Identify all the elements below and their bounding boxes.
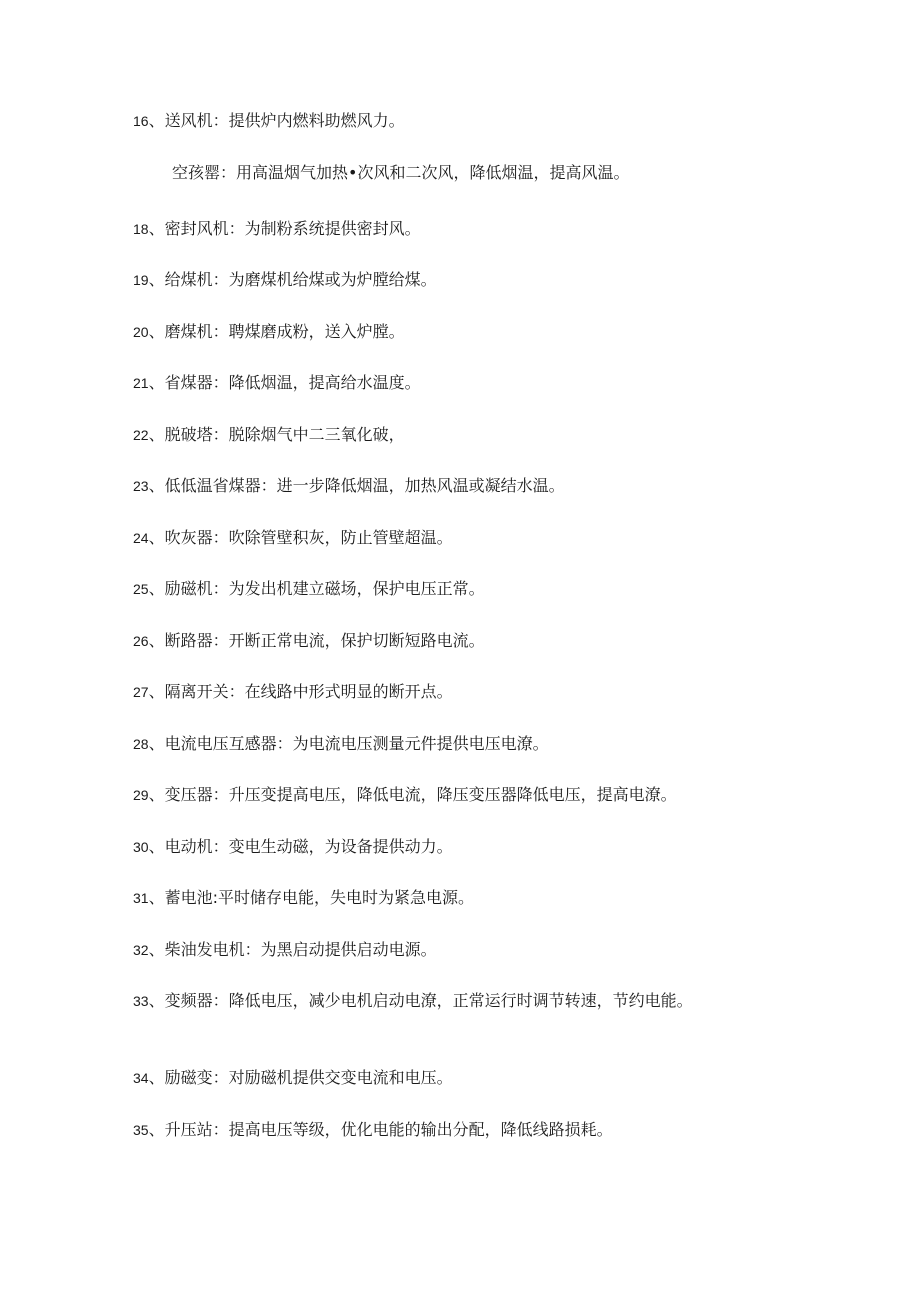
item-text: 蓄电池:平时储存电能，失电时为紧急电源。 [164, 888, 474, 907]
item-number: 33 [133, 993, 149, 1009]
item-separator: 、 [148, 322, 165, 341]
item-separator: 、 [148, 940, 165, 959]
item-text: 断路器：开断正常电流，保护切断短路电流。 [164, 631, 485, 650]
item-separator: 、 [148, 785, 165, 804]
item-number: 34 [133, 1070, 149, 1086]
item-separator: 、 [148, 111, 165, 130]
item-separator: 、 [148, 373, 165, 392]
item-text: 变压器：升压变提高电压，降低电流，降压变压器降低电压，提高电潦。 [164, 785, 677, 804]
item-separator: 、 [148, 579, 165, 598]
item-number: 21 [133, 375, 149, 391]
list-item [133, 267, 773, 293]
list-item [133, 422, 773, 448]
list-item [133, 782, 773, 808]
item-text: 励磁机：为发出机建立磁场，保护电压正常。 [164, 579, 485, 598]
item-number: 19 [133, 272, 149, 288]
item-text: 空孩罂：用高温烟气加热•次风和二次风，降低烟温，提高风温。 [172, 163, 630, 182]
item-separator: 、 [148, 528, 165, 547]
item-number: 29 [133, 787, 149, 803]
item-separator: 、 [148, 1068, 165, 1087]
item-number: 18 [133, 221, 149, 237]
item-number: 35 [133, 1122, 149, 1138]
item-text: 隔离开关：在线路中形式明显的断开点。 [164, 682, 453, 701]
item-separator: 、 [148, 734, 165, 753]
item-separator: 、 [148, 682, 165, 701]
item-text: 升压站：提高电压等级，优化电能的输出分配，降低线路损耗。 [164, 1120, 613, 1139]
item-number: 32 [133, 942, 149, 958]
item-number: 24 [133, 530, 149, 546]
item-text: 省煤器：降低烟温，提高给水温度。 [164, 373, 421, 392]
item-number: 26 [133, 633, 149, 649]
item-separator: 、 [148, 1120, 165, 1139]
list-item [133, 834, 773, 860]
item-number: 22 [133, 427, 149, 443]
item-number: 27 [133, 684, 149, 700]
item-text: 吹灰器：吹除管壁积灰，防止管壁超温。 [164, 528, 453, 547]
item-number: 16 [133, 113, 149, 129]
list-item [133, 937, 773, 963]
list-item [133, 1065, 773, 1091]
item-text: 磨煤机：聘煤磨成粉，送入炉膛。 [164, 322, 405, 341]
list-item [133, 370, 773, 396]
list-item [133, 525, 773, 551]
item-number: 31 [133, 890, 149, 906]
item-number: 25 [133, 581, 149, 597]
list-item [133, 1117, 773, 1143]
list-item [133, 473, 773, 499]
item-separator: 、 [148, 476, 165, 495]
item-text: 励磁变：对励磁机提供交变电流和电压。 [164, 1068, 453, 1087]
item-separator: 、 [148, 270, 165, 289]
item-number: 23 [133, 478, 149, 494]
list-item [133, 679, 773, 705]
list-item [172, 160, 812, 185]
item-text: 送风机：提供炉内燃料助燃风力。 [164, 111, 405, 130]
item-separator: 、 [148, 631, 165, 650]
list-item [133, 731, 773, 757]
item-text: 电动机：变电生动磁，为设备提供动力。 [164, 837, 453, 856]
list-item [133, 988, 745, 1014]
item-separator: 、 [148, 837, 165, 856]
item-separator: 、 [148, 991, 165, 1010]
item-text: 低低温省煤器：进一步降低烟温，加热风温或凝结水温。 [164, 476, 565, 495]
item-text: 给煤机：为磨煤机给煤或为炉膛给煤。 [164, 270, 437, 289]
item-separator: 、 [148, 425, 165, 444]
list-item [133, 319, 773, 345]
item-text: 电流电压互感器：为电流电压测量元件提供电压电潦。 [164, 734, 549, 753]
item-text: 密封风机：为制粉系统提供密封风。 [164, 219, 421, 238]
list-item [133, 576, 773, 602]
list-item [133, 216, 773, 242]
list-item [133, 628, 773, 654]
item-number: 20 [133, 324, 149, 340]
list-item [133, 108, 773, 134]
item-number: 30 [133, 839, 149, 855]
list-item [133, 885, 773, 911]
item-text: 变频器：降低电压，减少电机启动电潦，正常运行时调节转速，节约电能。 [164, 991, 693, 1010]
item-separator: 、 [148, 219, 165, 238]
item-separator: 、 [148, 888, 165, 907]
item-number: 28 [133, 736, 149, 752]
item-text: 柴油发电机：为黑启动提供启动电源。 [164, 940, 437, 959]
item-text: 脱破塔：脱除烟气中二三氧化破， [164, 425, 405, 444]
